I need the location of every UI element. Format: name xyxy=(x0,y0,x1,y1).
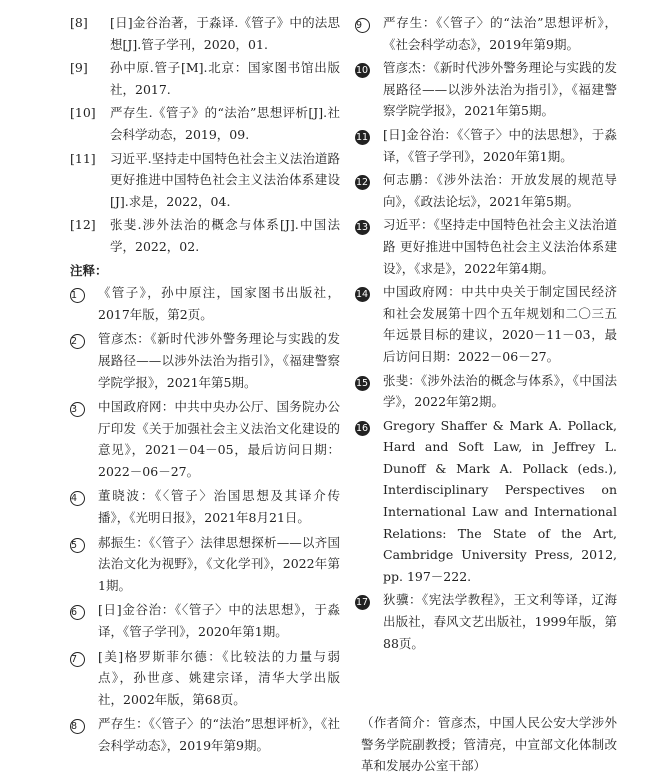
note-text: 张斐：《涉外法治的概念与体系》，《中国法学》，2022年第2期。 xyxy=(383,372,617,410)
note-text: 习近平：《坚持走中国特色社会主义法治道路 更好推进中国特色社会主义法治体系建设》，《求是》，2022年第4期。 xyxy=(383,217,617,276)
note-text: 中国政府网：中共中央关于制定国民经济和社会发展第十四个五年规划和二〇三五年远景目标的建议，2020－11－03，最后访问日期：2022－06－27。 xyxy=(383,284,617,364)
note-text: 管彦杰：《新时代涉外警务理论与实践的发展路径——以涉外法治为指引》，《福建警察学院学报》，2021年第5期。 xyxy=(98,331,340,390)
note-item xyxy=(355,169,617,212)
note-item xyxy=(70,396,340,482)
note-number: 15 xyxy=(356,377,369,389)
note-item xyxy=(70,282,340,325)
note-number: 12 xyxy=(356,177,369,189)
reference-text: 孙中原.管子[M].北京：国家图书馆出版社，2017. xyxy=(110,60,340,97)
reference-text: 张斐.涉外法治的概念与体系[J].中国法学，2022，02. xyxy=(110,217,340,254)
note-text: 严存生：《〈管子〉的“法治”思想评析》，《社会科学动态》，2019年第9期。 xyxy=(383,15,617,52)
reference-number: [9] xyxy=(70,60,88,76)
reference-item xyxy=(70,214,340,257)
note-item xyxy=(355,589,617,654)
note-text: 郝振生：《〈管子〉法律思想探析——以齐国法治文化为视野》，《文化学刊》，2022年第1期。 xyxy=(98,534,340,593)
note-item xyxy=(70,713,340,756)
note-number: 9 xyxy=(355,18,370,33)
note-number: 6 xyxy=(70,605,85,620)
author-bio: （作者简介：管彦杰，中国人民公安大学涉外警务学院副教授；管清亮，中宣部文化体制改革和发展办公室干部） xyxy=(361,715,617,774)
note-text: 董晓波：《〈管子〉治国思想及其译介传播》，《光明日报》，2021年8月21日。 xyxy=(98,488,340,526)
note-number: 4 xyxy=(70,491,85,506)
note-text: 狄骥：《宪法学教程》，王文利等译，辽海出版社，春风文艺出版社，1999年版，第88页。 xyxy=(383,592,617,651)
reference-item xyxy=(70,12,340,55)
note-item xyxy=(355,370,617,413)
note-item xyxy=(70,328,340,393)
note-item xyxy=(70,532,340,597)
note-item xyxy=(355,124,617,167)
note-text: 管彦杰：《新时代涉外警务理论与实践的发展路径——以涉外法治为指引》，《福建警察学院学报》，2021年第5期。 xyxy=(383,60,617,119)
note-number: 13 xyxy=(356,222,369,234)
reference-number: [10] xyxy=(70,105,96,121)
note-text: 何志鹏：《涉外法治：开放发展的规范导向》，《政法论坛》，2021年第5期。 xyxy=(383,172,617,209)
reference-item xyxy=(70,148,340,213)
reference-number: [12] xyxy=(70,217,96,233)
note-item xyxy=(70,646,340,711)
note-item xyxy=(70,599,340,642)
note-text: [日]金谷治：《〈管子〉中的法思想》，于淼译，《管子学刊》，2020年第1期。 xyxy=(383,126,617,164)
note-number: 14 xyxy=(356,289,369,301)
note-item xyxy=(355,12,617,55)
note-number: 3 xyxy=(70,402,85,417)
reference-text: 严存生.《管子》的“法治”思想评析[J].社会科学动态，2019，09. xyxy=(110,105,340,142)
reference-item xyxy=(70,102,340,145)
note-text: [美]格罗斯菲尔德：《比较法的力量与弱点》，孙世彦、姚建宗译，清华大学出版社，2002年版，第68页。 xyxy=(98,648,340,707)
note-number: 11 xyxy=(356,131,369,143)
note-text: 严存生：《〈管子〉的“法治”思想评析》，《社会科学动态》，2019年第9期。 xyxy=(98,716,340,753)
note-number: 7 xyxy=(70,652,85,667)
note-item xyxy=(355,415,617,588)
note-text: 中国政府网：中共中央办公厅、国务院办公厅印发《关于加强社会主义法治文化建设的意见》，2021－04－05，最后访问日期：2022－06－27。 xyxy=(98,399,340,479)
note-item xyxy=(355,57,617,122)
note-text: [日]金谷治：《〈管子〉中的法思想》，于淼译，《管子学刊》，2020年第1期。 xyxy=(98,602,340,640)
left-column xyxy=(70,12,340,760)
reference-item xyxy=(70,57,340,100)
reference-number: [8] xyxy=(70,15,88,30)
note-text: 《管子》，孙中原注，国家图书出版社，2017年版，第2页。 xyxy=(98,285,340,322)
note-number: 1 xyxy=(70,288,85,303)
note-item xyxy=(70,485,340,528)
note-number: 2 xyxy=(70,334,85,349)
reference-number: [11] xyxy=(70,150,96,166)
note-number: 10 xyxy=(356,65,369,77)
note-number: 16 xyxy=(356,422,369,434)
note-text: Gregory Shaffer & Mark A. Pollack, Hard and Soft Law, in Jeffrey L. Dunoff & Mark A. Pollack (eds.), Interdisciplinary Perspectives on International Law and International Relations: The State of the Art, Cambridge University Press, 2012, pp. 197－222. xyxy=(383,417,617,584)
note-number: 5 xyxy=(70,538,85,553)
note-item xyxy=(355,214,617,279)
reference-text: 习近平.坚持走中国特色社会主义法治道路 更好推进中国特色社会主义法治体系建设[J].求是，2022，04. xyxy=(110,150,340,209)
note-number: 17 xyxy=(356,597,369,609)
right-column xyxy=(355,12,617,777)
note-item xyxy=(355,281,617,367)
notes-heading: 注释： xyxy=(70,262,108,278)
reference-text: [日]金谷治著，于淼译.《管子》中的法思想[J].管子学刊，2020，01. xyxy=(110,15,340,52)
note-number: 8 xyxy=(70,719,85,734)
